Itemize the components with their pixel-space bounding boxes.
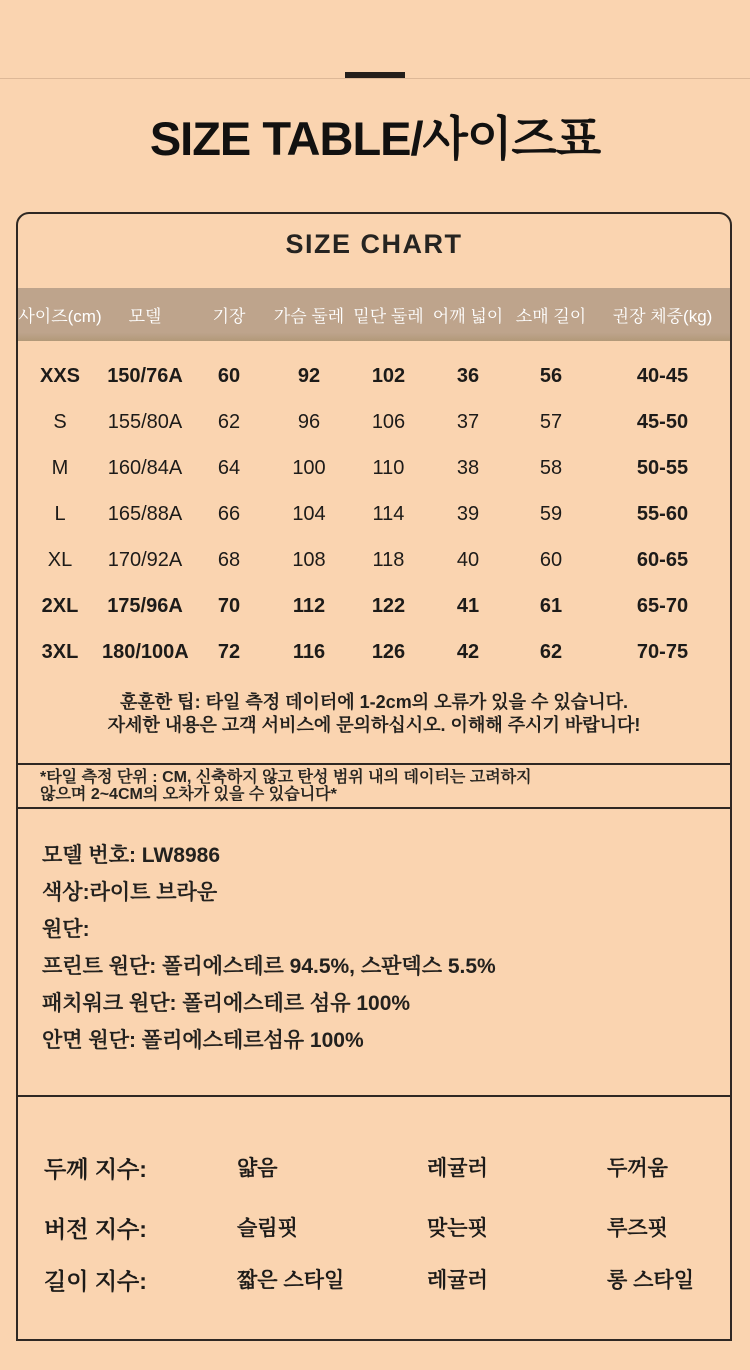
column-header-weight: 권장 체중(kg) bbox=[612, 307, 713, 326]
sleeve-cell: 60 bbox=[539, 548, 563, 571]
measure-unit-note-line2: 않으며 2~4CM의 오차가 있을 수 있습니다* bbox=[40, 786, 337, 803]
shoulder-cell: 42 bbox=[456, 640, 480, 663]
weight-cell: 50-55 bbox=[636, 456, 689, 479]
table-row bbox=[18, 583, 730, 629]
sleeve-cell: 59 bbox=[539, 502, 563, 525]
sleeve-cell: 62 bbox=[539, 640, 563, 663]
weight-cell: 60-65 bbox=[636, 548, 689, 571]
fabric-lining: 안면 원단: 폴리에스테르섬유 100% bbox=[42, 1029, 364, 1052]
top-divider-line bbox=[0, 78, 750, 79]
size-cell: L bbox=[54, 502, 66, 525]
table-row bbox=[18, 445, 730, 491]
sleeve-cell: 61 bbox=[539, 594, 563, 617]
sleeve-cell: 57 bbox=[539, 410, 563, 433]
bust-cell: 112 bbox=[292, 594, 326, 617]
measurement-tip-line2: 자세한 내용은 고객 서비스에 문의하십시오. 이해해 주시기 바랍니다! bbox=[107, 715, 641, 735]
length-cell: 66 bbox=[217, 502, 241, 525]
fabric-print: 프린트 원단: 폴리에스테르 94.5%, 스판덱스 5.5% bbox=[42, 955, 496, 978]
fit-indices-section bbox=[18, 1097, 730, 1339]
shoulder-cell: 41 bbox=[456, 594, 480, 617]
version-option-loose: 루즈핏 bbox=[607, 1217, 668, 1240]
length-cell: 68 bbox=[217, 548, 241, 571]
model-cell: 175/96A bbox=[107, 594, 183, 617]
model-cell: 150/76A bbox=[107, 364, 183, 387]
weight-cell: 45-50 bbox=[636, 410, 689, 433]
column-header-size: 사이즈(cm) bbox=[18, 307, 102, 326]
bust-cell: 108 bbox=[292, 548, 326, 571]
bust-cell: 92 bbox=[297, 364, 321, 387]
table-row bbox=[18, 629, 730, 675]
model-cell: 180/100A bbox=[102, 640, 189, 663]
length-option-long: 롱 스타일 bbox=[607, 1269, 694, 1292]
bust-cell: 100 bbox=[292, 456, 326, 479]
length-cell: 72 bbox=[217, 640, 241, 663]
table-row bbox=[18, 399, 730, 445]
thickness-index-label: 두께 지수: bbox=[44, 1155, 147, 1182]
size-chart-heading: SIZE CHART bbox=[285, 229, 463, 259]
shoulder-cell: 40 bbox=[456, 548, 480, 571]
length-cell: 62 bbox=[217, 410, 241, 433]
model-cell: 170/92A bbox=[107, 548, 183, 571]
length-cell: 70 bbox=[217, 594, 241, 617]
table-row bbox=[18, 353, 730, 399]
column-header-sleeve: 소매 길이 bbox=[515, 307, 587, 326]
bust-cell: 116 bbox=[292, 640, 326, 663]
product-color: 색상:라이트 브라운 bbox=[42, 881, 218, 904]
shoulder-cell: 37 bbox=[456, 410, 480, 433]
hem-cell: 126 bbox=[371, 640, 406, 663]
length-option-regular: 레귤러 bbox=[427, 1269, 488, 1292]
size-chart-card bbox=[16, 212, 732, 1341]
weight-cell: 70-75 bbox=[636, 640, 689, 663]
weight-cell: 65-70 bbox=[636, 594, 689, 617]
sleeve-cell: 56 bbox=[539, 364, 563, 387]
size-cell: 3XL bbox=[41, 640, 79, 663]
measurement-tip bbox=[18, 691, 730, 737]
bust-cell: 104 bbox=[292, 502, 326, 525]
model-cell: 165/88A bbox=[107, 502, 183, 525]
weight-cell: 40-45 bbox=[636, 364, 689, 387]
fabric-patchwork: 패치워크 원단: 폴리에스테르 섬유 100% bbox=[42, 992, 411, 1015]
sleeve-cell: 58 bbox=[539, 456, 563, 479]
column-header-bust: 가슴 둘레 bbox=[273, 307, 345, 326]
column-header-model: 모델 bbox=[128, 307, 162, 326]
hem-cell: 102 bbox=[371, 364, 406, 387]
shoulder-cell: 38 bbox=[456, 456, 480, 479]
column-header-shoulder: 어깨 넓이 bbox=[432, 307, 504, 326]
thickness-option-thick: 두꺼움 bbox=[607, 1157, 668, 1180]
size-cell: M bbox=[51, 456, 69, 479]
model-cell: 160/84A bbox=[107, 456, 183, 479]
weight-cell: 55-60 bbox=[636, 502, 689, 525]
measure-unit-note bbox=[18, 765, 730, 809]
hem-cell: 122 bbox=[371, 594, 406, 617]
table-body bbox=[18, 353, 730, 675]
size-chart-section bbox=[18, 214, 730, 765]
bust-cell: 96 bbox=[297, 410, 321, 433]
fabric-heading: 원단: bbox=[42, 918, 90, 941]
thickness-option-thin: 얇음 bbox=[237, 1157, 278, 1180]
shoulder-cell: 36 bbox=[456, 364, 480, 387]
length-option-short: 짧은 스타일 bbox=[237, 1269, 345, 1292]
hem-cell: 110 bbox=[372, 456, 405, 479]
length-cell: 60 bbox=[217, 364, 241, 387]
column-header-hem: 밑단 둘레 bbox=[353, 307, 424, 326]
length-cell: 64 bbox=[217, 456, 241, 479]
hem-cell: 106 bbox=[371, 410, 406, 433]
table-header-row bbox=[18, 288, 730, 341]
hem-cell: 114 bbox=[372, 502, 405, 525]
column-header-length: 기장 bbox=[212, 307, 246, 326]
thickness-option-regular: 레귤러 bbox=[427, 1157, 488, 1180]
length-index-row bbox=[18, 1255, 730, 1303]
size-cell: S bbox=[53, 410, 67, 433]
measure-unit-note-line1: *타일 측정 단위 : CM, 신축하지 않고 탄성 범위 내의 데이터는 고려하지 bbox=[40, 769, 532, 786]
hem-cell: 118 bbox=[372, 548, 405, 571]
size-cell: XXS bbox=[39, 364, 81, 387]
measurement-tip-line1: 훈훈한 팁: 타일 측정 데이터에 1-2cm의 오류가 있을 수 있습니다. bbox=[120, 692, 628, 712]
length-index-label: 길이 지수: bbox=[44, 1267, 147, 1294]
size-cell: 2XL bbox=[41, 594, 79, 617]
model-number: 모델 번호: LW8986 bbox=[42, 844, 221, 867]
version-index-label: 버전 지수: bbox=[44, 1215, 147, 1242]
product-info-section bbox=[18, 809, 730, 1097]
table-row bbox=[18, 491, 730, 537]
model-cell: 155/80A bbox=[107, 410, 183, 433]
table-row bbox=[18, 537, 730, 583]
top-dash-accent bbox=[345, 72, 405, 78]
size-cell: XL bbox=[47, 548, 73, 571]
shoulder-cell: 39 bbox=[456, 502, 480, 525]
thickness-index-row bbox=[18, 1135, 730, 1199]
version-index-row bbox=[18, 1199, 730, 1255]
version-option-slim: 슬림핏 bbox=[237, 1217, 298, 1240]
page-title: SIZE TABLE/사이즈표 bbox=[149, 112, 601, 165]
version-option-fit: 맞는핏 bbox=[427, 1217, 488, 1240]
